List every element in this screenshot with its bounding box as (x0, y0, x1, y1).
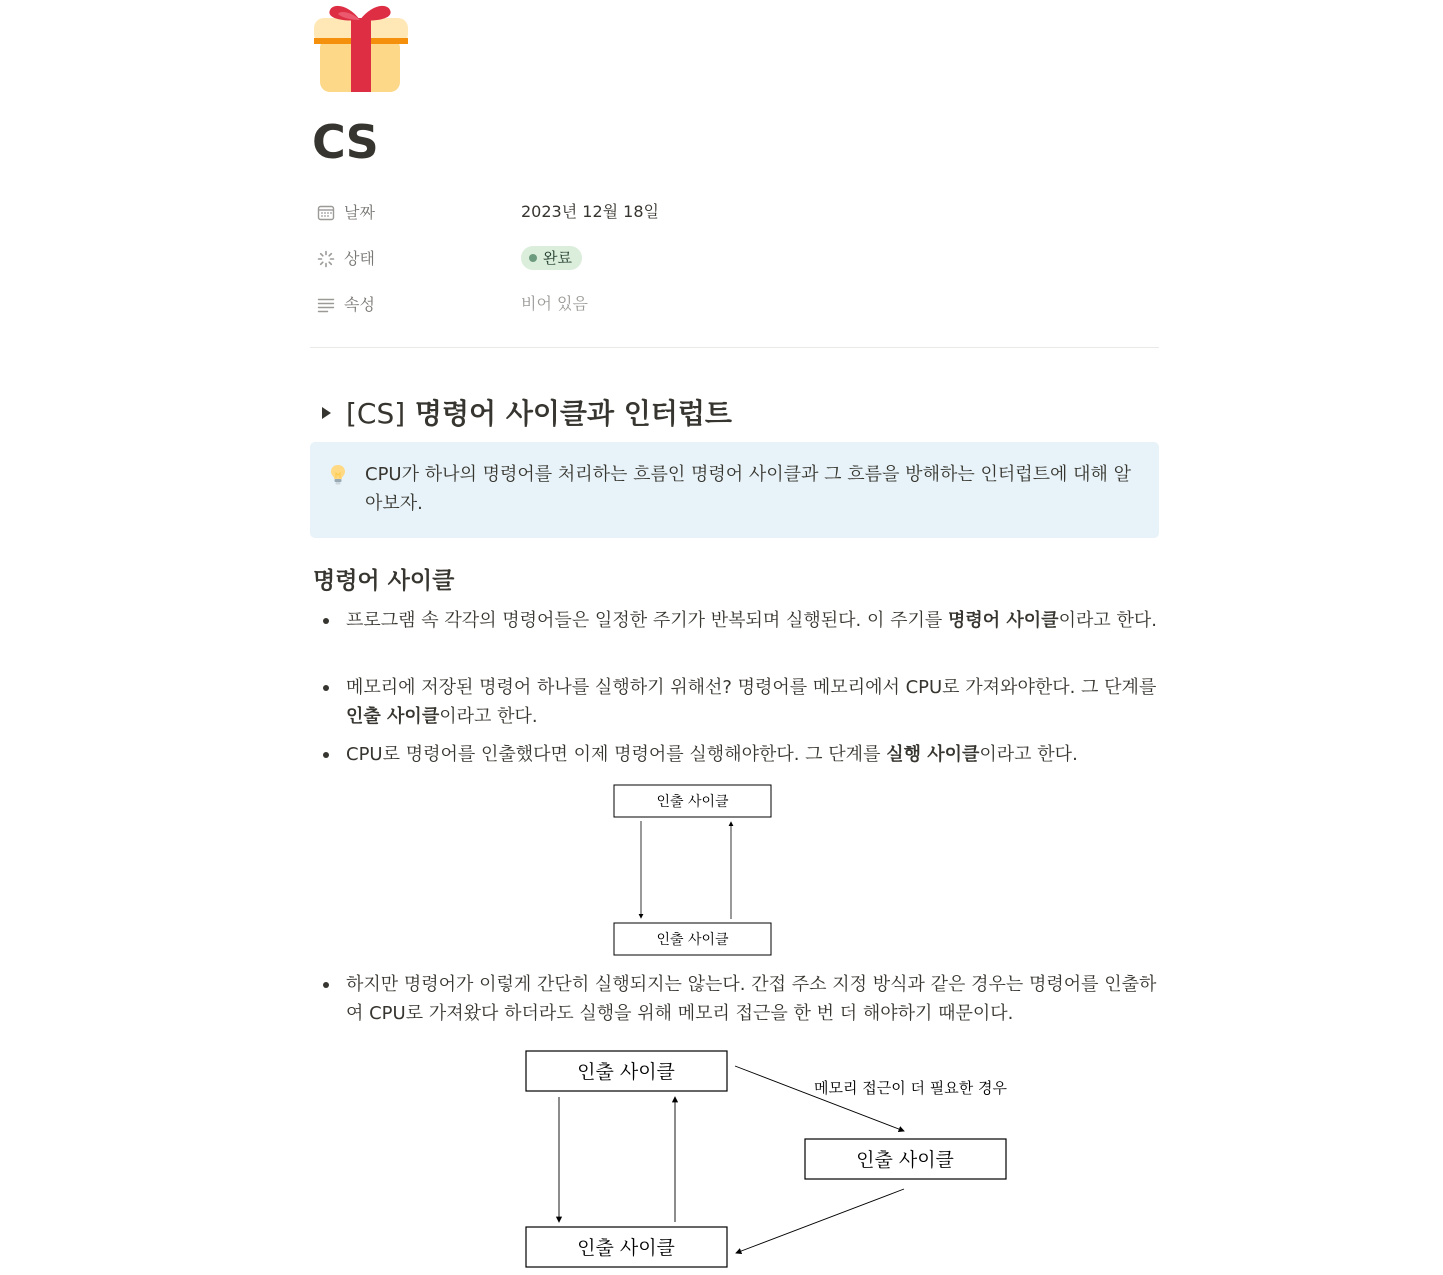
list-item-text (346, 606, 1159, 635)
bullet-dot (323, 982, 329, 988)
status-badge-label: 완료 (543, 249, 572, 267)
edge-label: 메모리 접근이 더 필요한 경우 (814, 1079, 1007, 1097)
lightbulb-icon (330, 464, 346, 490)
bold-text: 인출 사이클 (346, 706, 440, 727)
list-item-text: 하지만 명령어가 이렇게 간단히 실행되지는 않는다. 간접 주소 지정 방식과 같은 경우는 명령어를 인출하여 CPU로 가져왔다 하더라도 실행을 위해 메모리 접근을 한 번 더 해야하기 때문이다. (346, 974, 1157, 1024)
page-title: CS (312, 115, 378, 169)
diagram-box-label: 인출 사이클 (856, 1149, 954, 1171)
bold-text: 실행 사이클 (886, 744, 980, 765)
toggle-triangle-icon[interactable] (322, 407, 331, 419)
fetch-cycle-diagram (613, 784, 775, 959)
diagram-box-label: 인출 사이클 (577, 1061, 675, 1083)
gift-icon[interactable] (312, 2, 408, 98)
property-date[interactable] (310, 196, 1159, 242)
property-value-empty[interactable]: 비어 있음 (521, 294, 588, 313)
bold-text: 명령어 사이클 (947, 610, 1059, 631)
arrow-to-right-box (735, 1066, 904, 1131)
list-item-text (346, 740, 1159, 769)
text-run: 메모리에 저장된 명령어 하나를 실행하기 위해선? 명령어를 메모리에서 CPU로 가져와야한다. 그 단계를 (346, 677, 1157, 698)
section-heading: 명령어 사이클 (313, 568, 455, 594)
status-badge[interactable] (521, 246, 582, 270)
text-run: 이라고 한다. (979, 744, 1078, 765)
callout (310, 442, 1159, 538)
properties-panel (310, 196, 1159, 334)
property-name: 속성 (344, 295, 375, 314)
property-name: 날짜 (344, 203, 375, 222)
text-run: CPU로 명령어를 인출했다면 이제 명령어를 실행해야한다. 그 단계를 (346, 744, 887, 765)
diagram-box-label: 인출 사이클 (656, 932, 729, 948)
indirect-cycle-diagram (524, 1048, 1024, 1272)
bullet-dot (323, 685, 329, 691)
toggle-heading-text: 명령어 사이클과 인터럽트 (414, 397, 732, 430)
divider (310, 347, 1159, 348)
property-status[interactable] (310, 242, 1159, 288)
bullet-dot (323, 752, 329, 758)
toggle-heading-title (346, 393, 732, 435)
property-attribute[interactable] (310, 288, 1159, 334)
text-run: 이라고 한다. (439, 706, 538, 727)
property-name: 상태 (344, 249, 375, 268)
toggle-heading[interactable] (310, 393, 1159, 435)
arrow-to-bottom-box (736, 1189, 904, 1253)
status-dot (529, 254, 537, 262)
bullet-dot (323, 618, 329, 624)
toggle-heading-prefix: [CS] (346, 397, 406, 430)
text-run: 이라고 한다. (1058, 610, 1157, 631)
list-item-text (346, 673, 1159, 731)
text-lines-icon (317, 296, 335, 314)
text-run: 프로그램 속 각각의 명령어들은 일정한 주기가 반복되며 실행된다. 이 주기를 (346, 610, 948, 631)
status-icon (317, 250, 335, 268)
diagram-box-label: 인출 사이클 (656, 794, 729, 810)
diagram-box-label: 인출 사이클 (577, 1237, 675, 1259)
calendar-icon (317, 204, 335, 222)
callout-text: CPU가 하나의 명령어를 처리하는 흐름인 명령어 사이클과 그 흐름을 방해하는 인터럽트에 대해 알아보자. (365, 464, 1131, 514)
property-value[interactable]: 2023년 12월 18일 (521, 202, 659, 221)
